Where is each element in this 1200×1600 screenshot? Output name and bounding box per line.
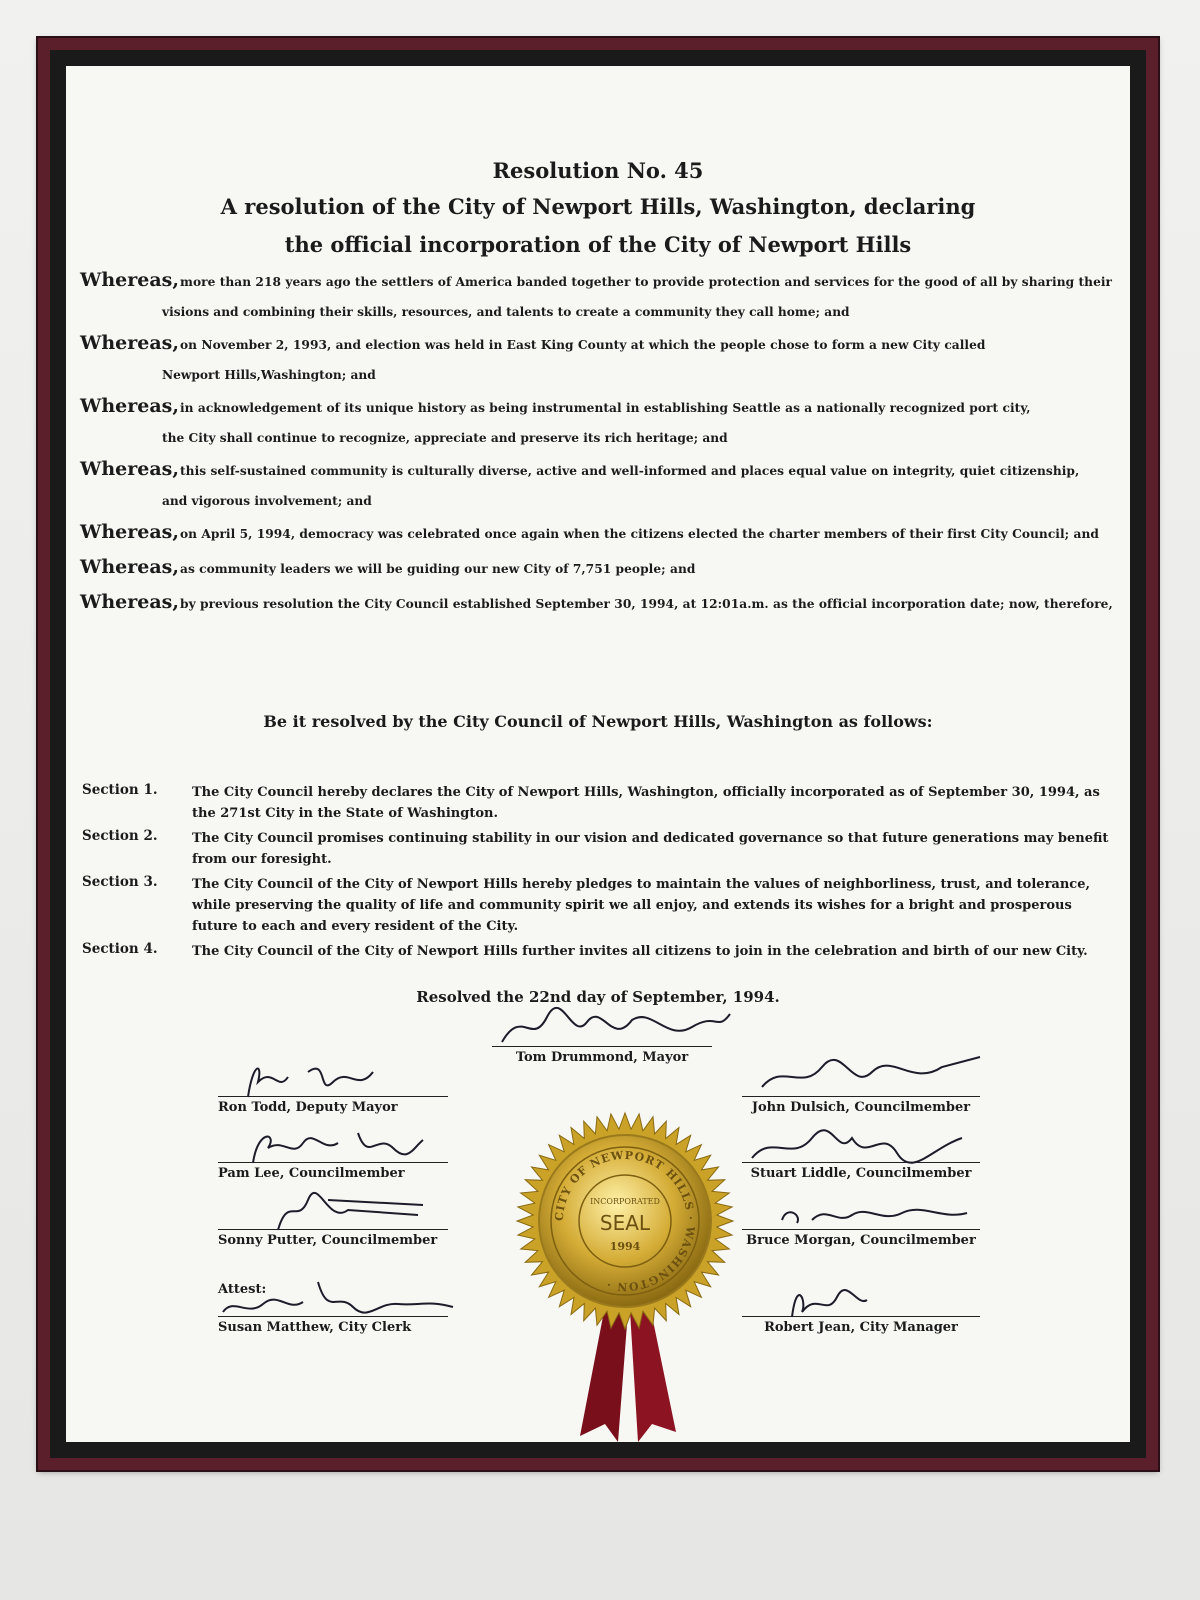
- whereas-text-cont: the City shall continue to recognize, appreciate and preserve its rich heritage; and: [162, 431, 728, 445]
- whereas-keyword: Whereas,: [80, 521, 179, 543]
- liddle-name: Stuart Liddle, Councilmember: [750, 1166, 972, 1181]
- whereas-clause: [80, 521, 1120, 543]
- section-text: The City Council of the City of Newport Hills further invites all citizens to join in the celebration and birth of our new City.: [192, 944, 1088, 959]
- whereas-text: as community leaders we will be guiding our new City of 7,751 people; and: [180, 562, 696, 576]
- section-label: Section 4.: [82, 941, 158, 957]
- section-label: Section 2.: [82, 828, 158, 844]
- whereas-clause: [80, 556, 1120, 578]
- seal-icon: [510, 1106, 740, 1446]
- mayor-name: Tom Drummond, Mayor: [515, 1050, 689, 1065]
- attest-label: Attest:: [218, 1282, 267, 1297]
- section: [82, 782, 1116, 824]
- title-line-2: A resolution of the City of Newport Hills, Washington, declaring: [220, 194, 976, 219]
- signature-mark: [218, 1052, 458, 1102]
- section-text: The City Council promises continuing stability in our vision and dedicated governance so that future generations may benefit from our foresight.: [192, 831, 1109, 867]
- whereas-text: this self-sustained community is culturally diverse, active and well-informed and places equal value on integrity, quiet citizenship,: [180, 464, 1080, 478]
- whereas-text: in acknowledgement of its unique history as being instrumental in establishing Seattle as a nationally recognized port city,: [180, 401, 1031, 415]
- seal-center-text: SEAL: [599, 1211, 651, 1235]
- signature-mark: [218, 1272, 458, 1322]
- whereas-text-cont: and vigorous involvement; and: [162, 494, 372, 508]
- whereas-text-cont: Newport Hills,Washington; and: [162, 368, 376, 382]
- lee-name: Pam Lee, Councilmember: [218, 1166, 405, 1181]
- clerk-name: Susan Matthew, City Clerk: [218, 1320, 412, 1335]
- seal-year: 1994: [609, 1240, 641, 1253]
- signature-block-dulsich: [742, 1096, 980, 1115]
- signature-block-deputy-mayor: [218, 1096, 448, 1115]
- section-text: The City Council of the City of Newport Hills hereby pledges to maintain the values of neighborliness, trust, and tolerance, while preserving the quality of life and community spirit we all enjoy, and extends its wishes for a bright and prosperous future to each and every resident of the City.: [192, 877, 1091, 934]
- whereas-clause: [80, 269, 1120, 319]
- sections: [82, 782, 1116, 966]
- whereas-clause: [80, 395, 1120, 445]
- signature-block-lee: [218, 1162, 448, 1181]
- resolved-heading: Be it resolved by the City Council of Newport Hills, Washington as follows:: [263, 712, 933, 731]
- section: [82, 941, 1116, 962]
- signature-block-liddle: [742, 1162, 980, 1181]
- whereas-text: on November 2, 1993, and election was held in East King County at which the people chose to form a new City called: [180, 338, 986, 352]
- gold-seal: [510, 1106, 740, 1446]
- signature-block-manager: [742, 1316, 980, 1335]
- signature-mark: [742, 1118, 982, 1168]
- section: [82, 828, 1116, 870]
- whereas-text: on April 5, 1994, democracy was celebrated once again when the citizens elected the charter members of their first City Council; and: [180, 527, 1099, 541]
- whereas-keyword: Whereas,: [80, 591, 179, 613]
- whereas-clause: [80, 458, 1120, 508]
- manager-name: Robert Jean, City Manager: [764, 1320, 958, 1335]
- signature-block-clerk: [218, 1316, 448, 1335]
- resolution-number: Resolution No. 45: [492, 158, 704, 183]
- signature-block-mayor: [492, 1046, 712, 1065]
- section-text: The City Council hereby declares the City of Newport Hills, Washington, officially incorporated as of September 30, 1994, as the 271st City in the State of Washington.: [192, 785, 1100, 821]
- deputy-mayor-name: Ron Todd, Deputy Mayor: [218, 1100, 398, 1115]
- section-label: Section 3.: [82, 874, 158, 890]
- whereas-text: by previous resolution the City Council established September 30, 1994, at 12:01a.m. as the official incorporation date; now, therefore,: [180, 597, 1113, 611]
- whereas-text-cont: visions and combining their skills, resources, and talents to create a community they call home; and: [162, 305, 850, 319]
- whereas-keyword: Whereas,: [80, 395, 179, 417]
- section: [82, 874, 1116, 937]
- resolution-document: [66, 66, 1130, 1442]
- resolved-date: Resolved the 22nd day of September, 1994.: [416, 988, 780, 1006]
- whereas-keyword: Whereas,: [80, 458, 179, 480]
- morgan-name: Bruce Morgan, Councilmember: [746, 1233, 976, 1248]
- frame: [38, 38, 1158, 1470]
- whereas-keyword: Whereas,: [80, 269, 179, 291]
- signature-mark: [492, 1002, 732, 1052]
- title-block: [66, 154, 1130, 264]
- dulsich-name: John Dulsich, Councilmember: [751, 1100, 971, 1115]
- section-label: Section 1.: [82, 782, 158, 798]
- whereas-keyword: Whereas,: [80, 556, 179, 578]
- title-line-3: the official incorporation of the City of Newport Hills: [284, 232, 912, 257]
- signature-mark: [742, 1052, 982, 1102]
- whereas-text: more than 218 years ago the settlers of America banded together to provide protection and services for the good of all by sharing their: [180, 275, 1113, 289]
- whereas-list: [80, 269, 1120, 626]
- seal-incorporated: INCORPORATED: [590, 1197, 660, 1206]
- signature-mark: [742, 1272, 982, 1322]
- signature-block-morgan: [742, 1229, 980, 1248]
- signature-mark: [218, 1185, 458, 1235]
- whereas-keyword: Whereas,: [80, 332, 179, 354]
- whereas-clause: [80, 591, 1120, 613]
- signature-block-putter: [218, 1229, 448, 1248]
- signature-mark: [742, 1185, 982, 1235]
- signature-mark: [218, 1118, 458, 1168]
- putter-name: Sonny Putter, Councilmember: [218, 1233, 438, 1248]
- seal-ring-text: CITY OF NEWPORT HILLS · WASHINGTON ·: [552, 1148, 698, 1294]
- whereas-clause: [80, 332, 1120, 382]
